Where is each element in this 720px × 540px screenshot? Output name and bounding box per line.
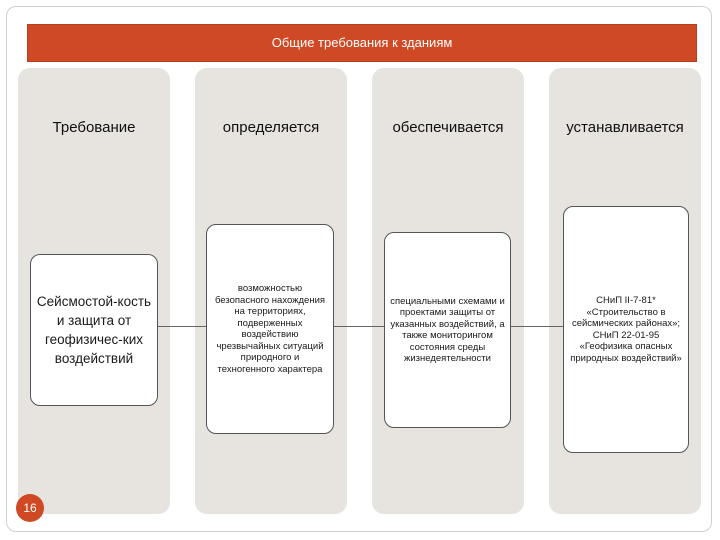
- header-determined: определяется: [222, 119, 320, 136]
- card-seismic: [30, 254, 158, 406]
- slide-title: Общие требования к зданиям: [27, 24, 697, 62]
- card-seismic-text: Сейсмостой-кость и защита от геофизичес-ких воздействий: [36, 294, 152, 366]
- connector-3: [511, 326, 563, 327]
- header-provided: обеспечивается: [392, 119, 504, 136]
- page-number-badge: 16: [16, 494, 44, 522]
- connector-2: [334, 326, 384, 327]
- card-provided: [384, 232, 511, 428]
- card-established: [563, 206, 689, 453]
- card-determined-text: возможностью безопасного нахождения на территориях, подверженных воздействию чрезвычайных ситуаций природного и техногенного характера: [214, 283, 326, 375]
- card-determined: [206, 224, 334, 434]
- connector-1: [157, 326, 207, 327]
- header-requirement: Требование: [52, 119, 136, 136]
- header-established: устанавливается: [566, 119, 684, 136]
- card-provided-text: специальными схемами и проектами защиты от указанных воздействий, а также мониторингом состояния среды жизнедеятельности: [390, 295, 505, 364]
- card-established-text: СНиП II-7-81* «Строительство в сейсмических районах»; СНиП 22-01-95 «Геофизика опасных природных воздействий»: [570, 295, 682, 364]
